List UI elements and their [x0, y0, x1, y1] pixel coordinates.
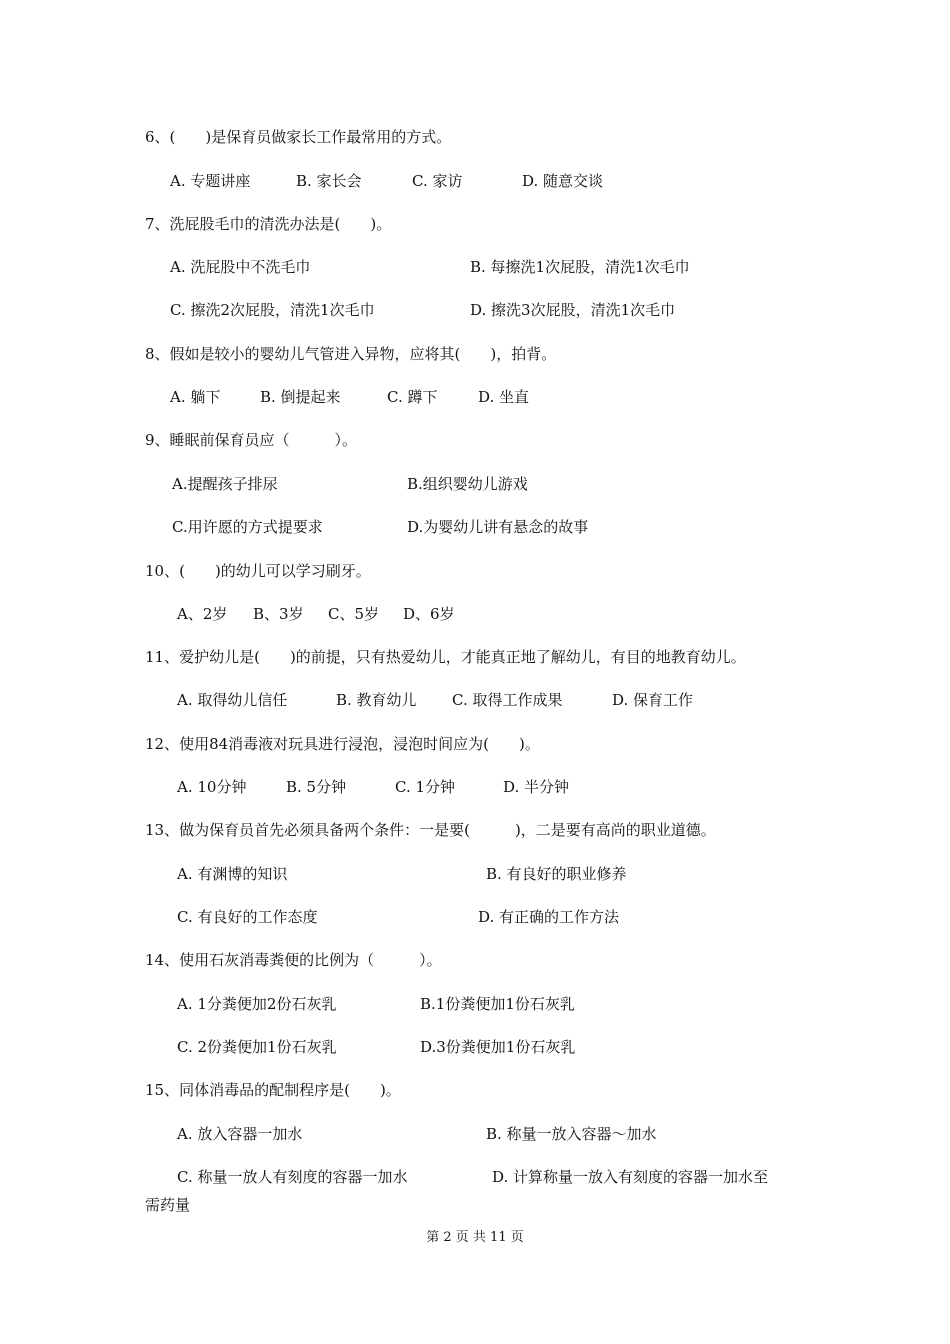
option: C. 取得工作成果 [452, 691, 563, 709]
option: C. 蹲下 [387, 388, 438, 406]
option: D、6岁 [403, 605, 455, 623]
option: C.用许愿的方式提要求 [172, 518, 323, 536]
option: A.提醒孩子排尿 [172, 475, 278, 493]
option: C. 称量一放人有刻度的容器一加水 [177, 1168, 408, 1186]
option: C. 家访 [412, 172, 463, 190]
option: D. 有正确的工作方法 [478, 908, 620, 926]
question-stem: 13、做为保育员首先必须具备两个条件：一是要( )，二是要有高尚的职业道德。 [145, 821, 716, 839]
option: B. 有良好的职业修养 [486, 865, 627, 883]
option: B. 倒提起来 [260, 388, 341, 406]
option: A. 专题讲座 [170, 172, 251, 190]
option: C、5岁 [328, 605, 380, 623]
question-stem: 8、假如是较小的婴幼儿气管进入异物，应将其( )，拍背。 [145, 345, 557, 363]
option: B. 每擦洗1次屁股，清洗1次毛巾 [470, 258, 690, 276]
option: A. 躺下 [170, 388, 221, 406]
option: B. 5分钟 [286, 778, 347, 796]
option: B.组织婴幼儿游戏 [407, 475, 528, 493]
option: B、3岁 [253, 605, 304, 623]
option: B. 家长会 [296, 172, 362, 190]
option: A. 取得幼儿信任 [177, 691, 288, 709]
option: B. 教育幼儿 [336, 691, 417, 709]
option: D.为婴幼儿讲有悬念的故事 [407, 518, 589, 536]
option: D.3份粪便加1份石灰乳 [420, 1038, 576, 1056]
question-stem: 14、使用石灰消毒粪便的比例为（ ）。 [145, 951, 442, 969]
option: D. 半分钟 [503, 778, 570, 796]
option: C. 擦洗2次屁股，清洗1次毛巾 [170, 301, 375, 319]
question-stem: 12、使用84消毒液对玩具进行浸泡，浸泡时间应为( )。 [145, 735, 540, 753]
option: A. 1分粪便加2份石灰乳 [177, 995, 337, 1013]
option: C. 2份粪便加1份石灰乳 [177, 1038, 337, 1056]
option: A、2岁 [177, 605, 228, 623]
option-continuation: 需药量 [145, 1196, 191, 1214]
option: D. 保育工作 [612, 691, 694, 709]
option: A. 10分钟 [177, 778, 247, 796]
option: D. 计算称量一放入有刻度的容器一加水至 [492, 1168, 769, 1186]
option: D. 随意交谈 [522, 172, 604, 190]
option: A. 放入容器一加水 [177, 1125, 303, 1143]
option: C. 有良好的工作态度 [177, 908, 318, 926]
option: B.1份粪便加1份石灰乳 [420, 995, 575, 1013]
page-footer: 第 2 页 共 11 页 [426, 1230, 524, 1245]
question-stem: 6、( )是保育员做家长工作最常用的方式。 [145, 128, 452, 146]
option: A. 洗屁股中不洗毛巾 [170, 258, 311, 276]
option: D. 擦洗3次屁股，清洗1次毛巾 [470, 301, 676, 319]
option: A. 有渊博的知识 [177, 865, 288, 883]
question-stem: 11、爱护幼儿是( )的前提，只有热爱幼儿，才能真正地了解幼儿，有目的地教育幼儿。 [145, 648, 746, 666]
option: C. 1分钟 [395, 778, 456, 796]
question-stem: 10、( )的幼儿可以学习刷牙。 [145, 562, 371, 580]
option: D. 坐直 [478, 388, 530, 406]
question-stem: 9、睡眠前保育员应（ ）。 [145, 431, 358, 449]
question-stem: 7、洗屁股毛巾的清洗办法是( )。 [145, 215, 392, 233]
question-stem: 15、同体消毒品的配制程序是( )。 [145, 1081, 401, 1099]
option: B. 称量一放入容器～加水 [486, 1125, 657, 1143]
